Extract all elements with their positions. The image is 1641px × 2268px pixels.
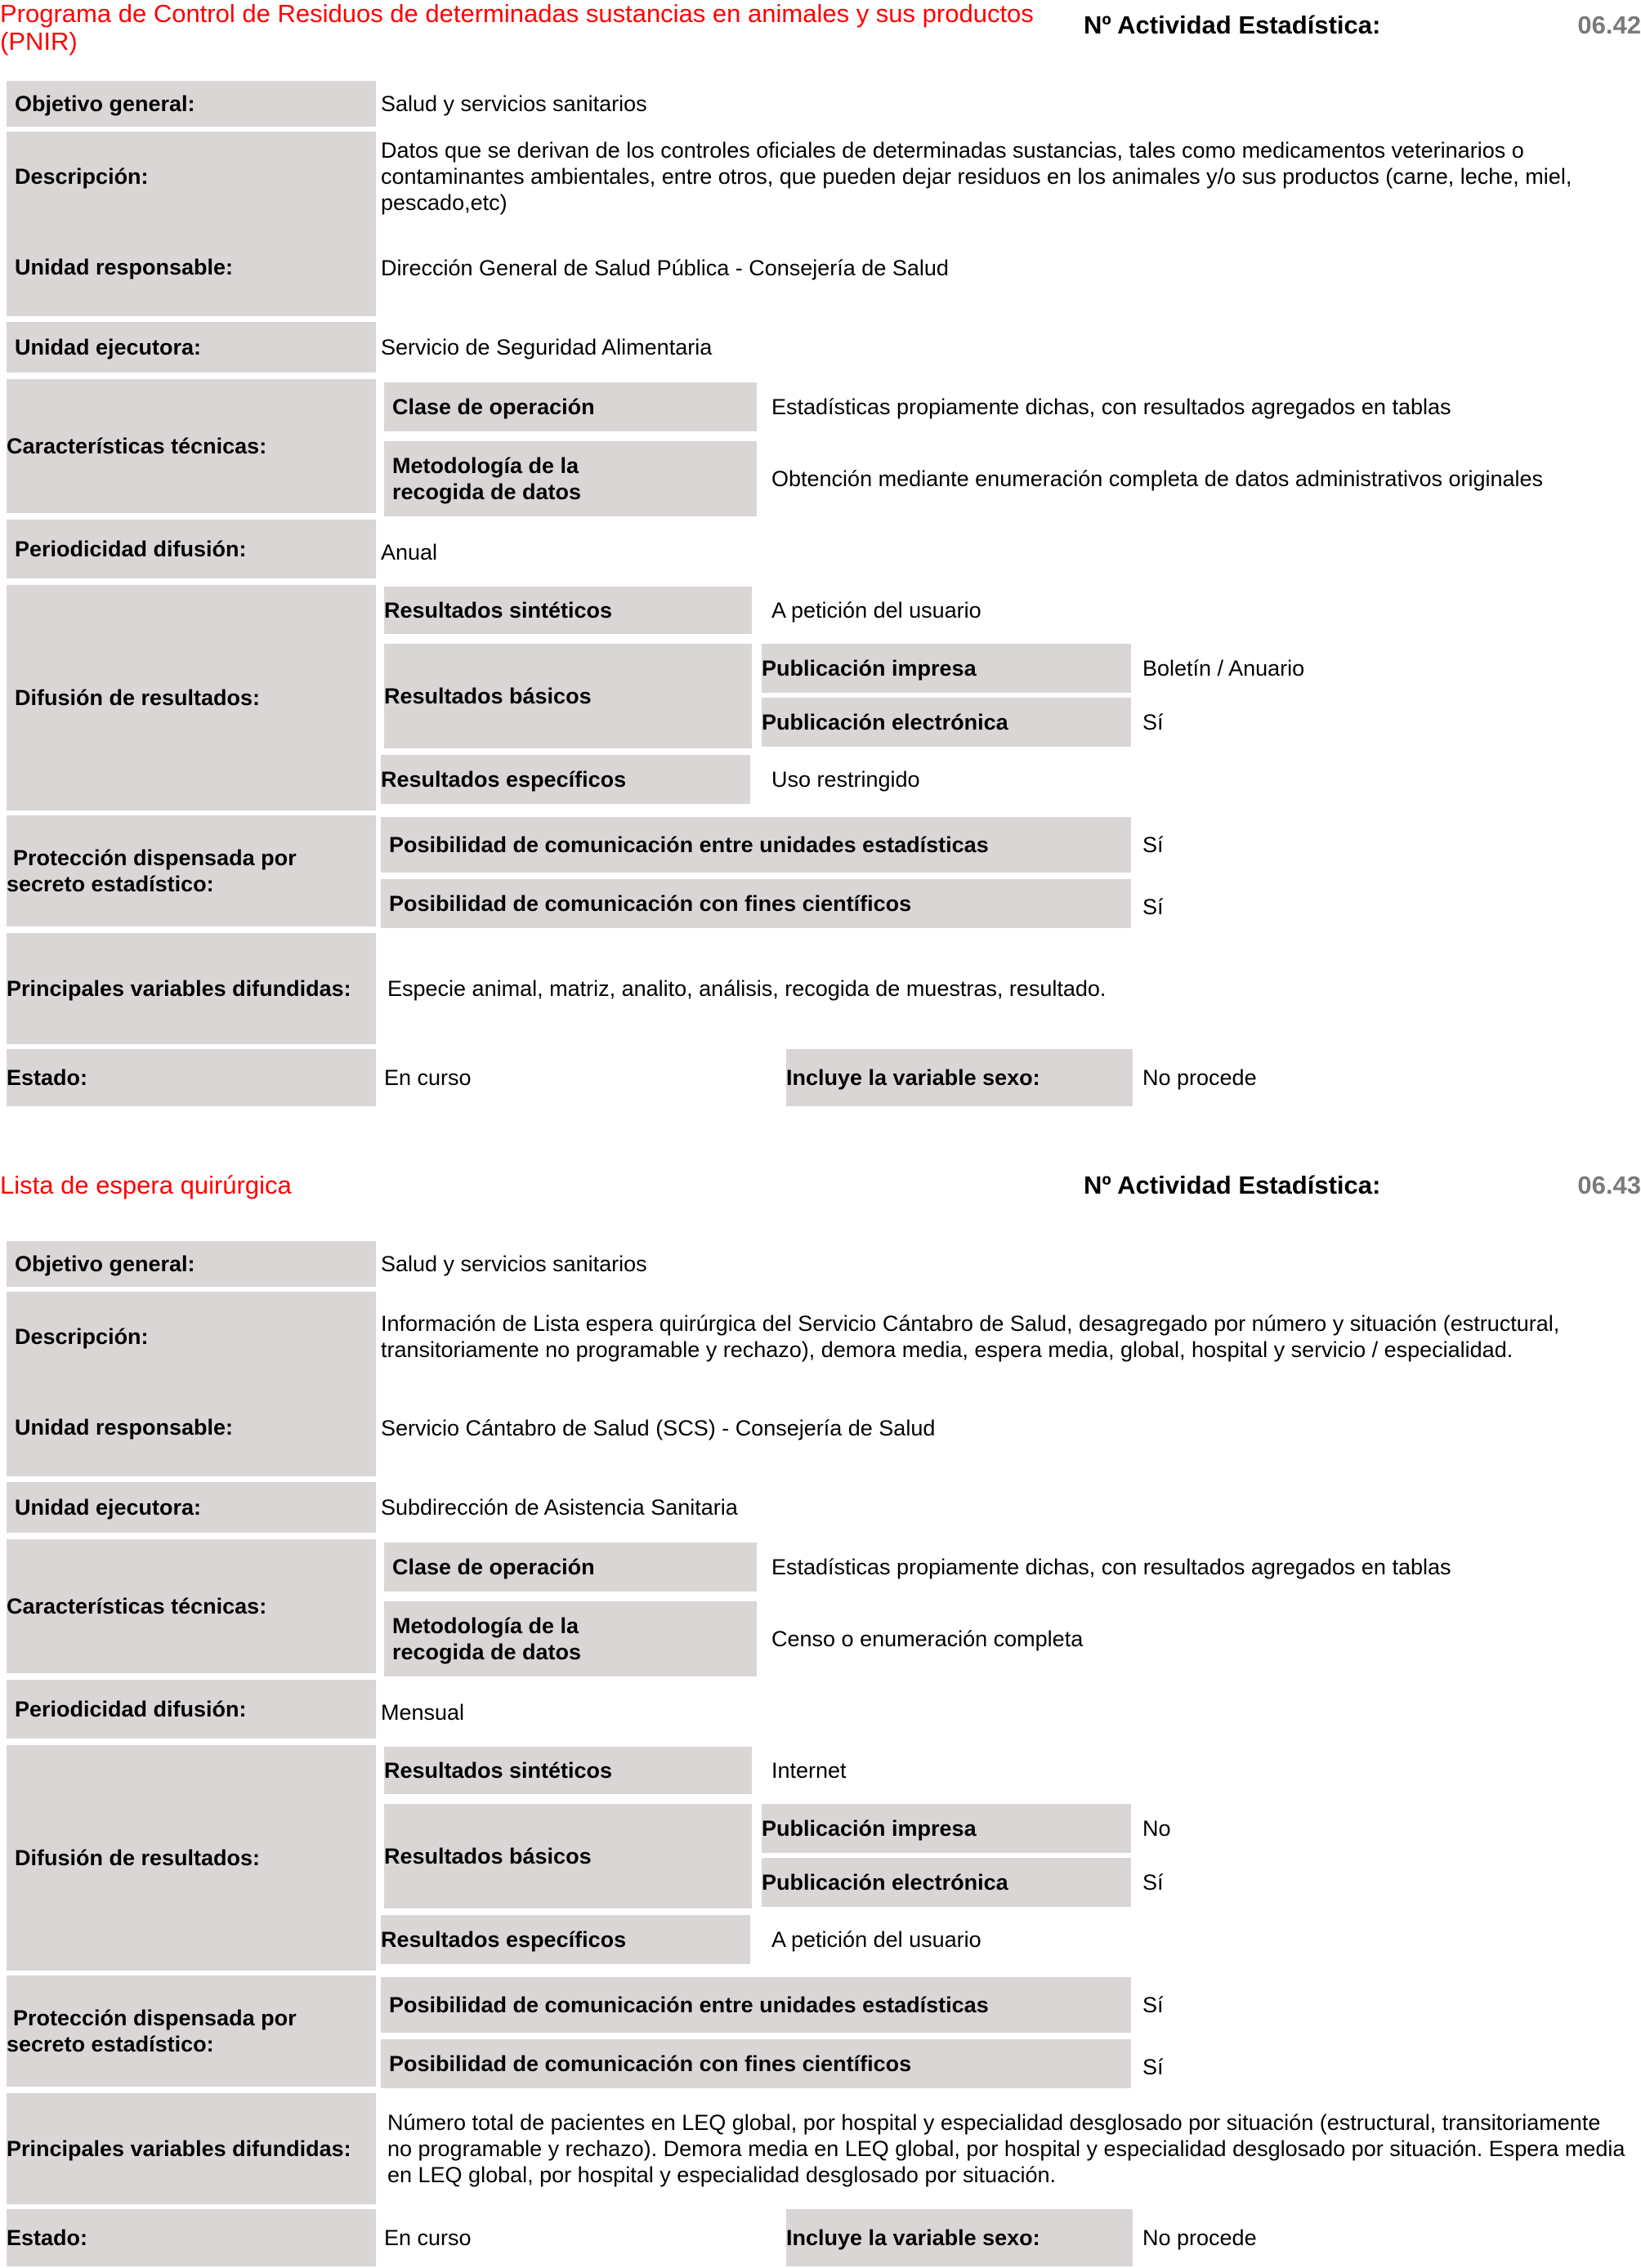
caracteristicas-label: Características técnicas:	[7, 379, 376, 513]
variables-value: Número total de pacientes en LEQ global, por hospital y especialidad desglosado por situación (estructural, transitoriamente no programable y rechazo). Demora media en LEQ global, por hospital y especialidad desglosado por situación. Espera media en LEQ global, por hospital y especialidad desglosado por situación.	[387, 2110, 1625, 2187]
com-unidades-value: Sí	[1142, 833, 1164, 857]
objetivo-label: Objetivo general:	[7, 81, 376, 127]
metodologia-label: Metodología de la recogida de datos	[392, 1614, 582, 1664]
activity-title: Programa de Control de Residuos de determinadas sustancias en animales y sus productos (PNIR)	[0, 0, 1034, 56]
unidad-ejecutora-value: Subdirección de Asistencia Sanitaria	[381, 1495, 738, 1520]
variables-label: Principales variables difundidas:	[7, 933, 376, 1044]
especificos-value: A petición del usuario	[771, 1927, 981, 1952]
difusion-label: Difusión de resultados:	[7, 1745, 376, 1971]
activity-number-label: Nº Actividad Estadística:	[1084, 11, 1381, 39]
activity-block	[0, 1160, 1641, 2268]
periodicidad-label: Periodicidad difusión:	[7, 1680, 376, 1739]
sexo-label: Incluye la variable sexo:	[786, 1049, 1133, 1106]
periodicidad-label: Periodicidad difusión:	[7, 520, 376, 578]
pub-electronica-value: Sí	[1142, 1870, 1164, 1895]
sinteticos-value: A petición del usuario	[771, 598, 981, 623]
metodologia-value: Censo o enumeración completa	[771, 1627, 1084, 1651]
basicos-label: Resultados básicos	[384, 1804, 752, 1909]
com-unidades-label: Posibilidad de comunicación entre unidades estadísticas	[381, 1977, 1131, 2033]
basicos-label: Resultados básicos	[384, 644, 752, 748]
activity-number-label: Nº Actividad Estadística:	[1084, 1171, 1381, 1199]
proteccion-label	[7, 815, 376, 926]
activity-number: 06.42	[1577, 11, 1641, 39]
variables-label: Principales variables difundidas:	[7, 2093, 376, 2204]
pub-electronica-value: Sí	[1142, 710, 1164, 734]
descripcion-label: Descripción:	[7, 1292, 376, 1382]
pub-electronica-label: Publicación electrónica	[762, 1858, 1131, 1907]
estado-value: En curso	[384, 1065, 472, 1090]
activity-number: 06.43	[1577, 1171, 1641, 1199]
clase-operacion-label: Clase de operación	[384, 382, 757, 431]
com-cientificos-value: Sí	[1142, 895, 1164, 919]
caracteristicas-label: Características técnicas:	[7, 1539, 376, 1673]
especificos-value: Uso restringido	[771, 767, 920, 792]
com-cientificos-label: Posibilidad de comunicación con fines científicos	[381, 2039, 1131, 2088]
unidad-responsable-value: Servicio Cántabro de Salud (SCS) - Consejería de Salud	[381, 1416, 936, 1440]
sexo-label: Incluye la variable sexo:	[786, 2209, 1133, 2266]
sexo-value: No procede	[1142, 1065, 1257, 1090]
com-cientificos-value: Sí	[1142, 2055, 1164, 2079]
pub-electronica-label: Publicación electrónica	[762, 698, 1131, 747]
estado-label: Estado:	[7, 2209, 376, 2266]
com-cientificos-label: Posibilidad de comunicación con fines científicos	[381, 879, 1131, 928]
com-unidades-label: Posibilidad de comunicación entre unidades estadísticas	[381, 817, 1131, 873]
objetivo-label: Objetivo general:	[7, 1241, 376, 1287]
proteccion-label	[7, 1976, 376, 2087]
variables-value: Especie animal, matriz, analito, análisis, recogida de muestras, resultado.	[387, 976, 1107, 1001]
estado-label: Estado:	[7, 1049, 376, 1106]
unidad-responsable-label: Unidad responsable:	[7, 221, 376, 316]
especificos-label: Resultados específicos	[381, 1915, 750, 1964]
metodologia-value: Obtención mediante enumeración completa de datos administrativos originales	[771, 467, 1544, 491]
unidad-responsable-value: Dirección General de Salud Pública - Consejería de Salud	[381, 256, 949, 280]
unidad-ejecutora-label: Unidad ejecutora:	[7, 322, 376, 373]
activity-title: Lista de espera quirúrgica	[0, 1171, 292, 1199]
unidad-ejecutora-label: Unidad ejecutora:	[7, 1482, 376, 1533]
especificos-label: Resultados específicos	[381, 755, 750, 804]
difusion-label: Difusión de resultados:	[7, 585, 376, 810]
objetivo-value: Salud y servicios sanitarios	[381, 1252, 647, 1276]
estado-value: En curso	[384, 2226, 472, 2250]
unidad-ejecutora-value: Servicio de Seguridad Alimentaria	[381, 335, 713, 359]
proteccion-label-text: Protección dispensada por secreto estadístico:	[7, 2006, 297, 2056]
sinteticos-label: Resultados sintéticos	[384, 587, 752, 634]
objetivo-value: Salud y servicios sanitarios	[381, 92, 647, 116]
unidad-responsable-label: Unidad responsable:	[7, 1382, 376, 1476]
pub-impresa-label: Publicación impresa	[762, 644, 1131, 693]
pub-impresa-value: Boletín / Anuario	[1142, 656, 1305, 681]
clase-operacion-label: Clase de operación	[384, 1543, 757, 1592]
descripcion-label: Descripción:	[7, 132, 376, 221]
pub-impresa-label: Publicación impresa	[762, 1804, 1131, 1853]
periodicidad-value: Mensual	[381, 1700, 465, 1725]
sinteticos-value: Internet	[771, 1758, 847, 1783]
clase-operacion-value: Estadísticas propiamente dichas, con resultados agregados en tablas	[771, 1555, 1451, 1579]
descripcion-value: Datos que se derivan de los controles oficiales de determinadas sustancias, tales como medicamentos veterinarios o contaminantes ambientales, entre otros, que pueden dejar residuos en los animales y/o sus productos (carne, leche, miel, pescado,etc)	[381, 138, 1572, 215]
sinteticos-label: Resultados sintéticos	[384, 1747, 752, 1794]
descripcion-value: Información de Lista espera quirúrgica del Servicio Cántabro de Salud, desagregado por número y situación (estructural, transitoriamente no programable y rechazo), demora media, espera media, global, hospital y servicio / especialidad.	[381, 1311, 1560, 1362]
periodicidad-value: Anual	[381, 540, 438, 565]
sexo-value: No procede	[1142, 2226, 1257, 2250]
pub-impresa-value: No	[1142, 1816, 1171, 1841]
metodologia-label: Metodología de la recogida de datos	[392, 453, 582, 504]
proteccion-label-text: Protección dispensada por secreto estadístico:	[7, 846, 297, 896]
com-unidades-value: Sí	[1142, 1993, 1164, 2017]
clase-operacion-value: Estadísticas propiamente dichas, con resultados agregados en tablas	[771, 395, 1451, 419]
